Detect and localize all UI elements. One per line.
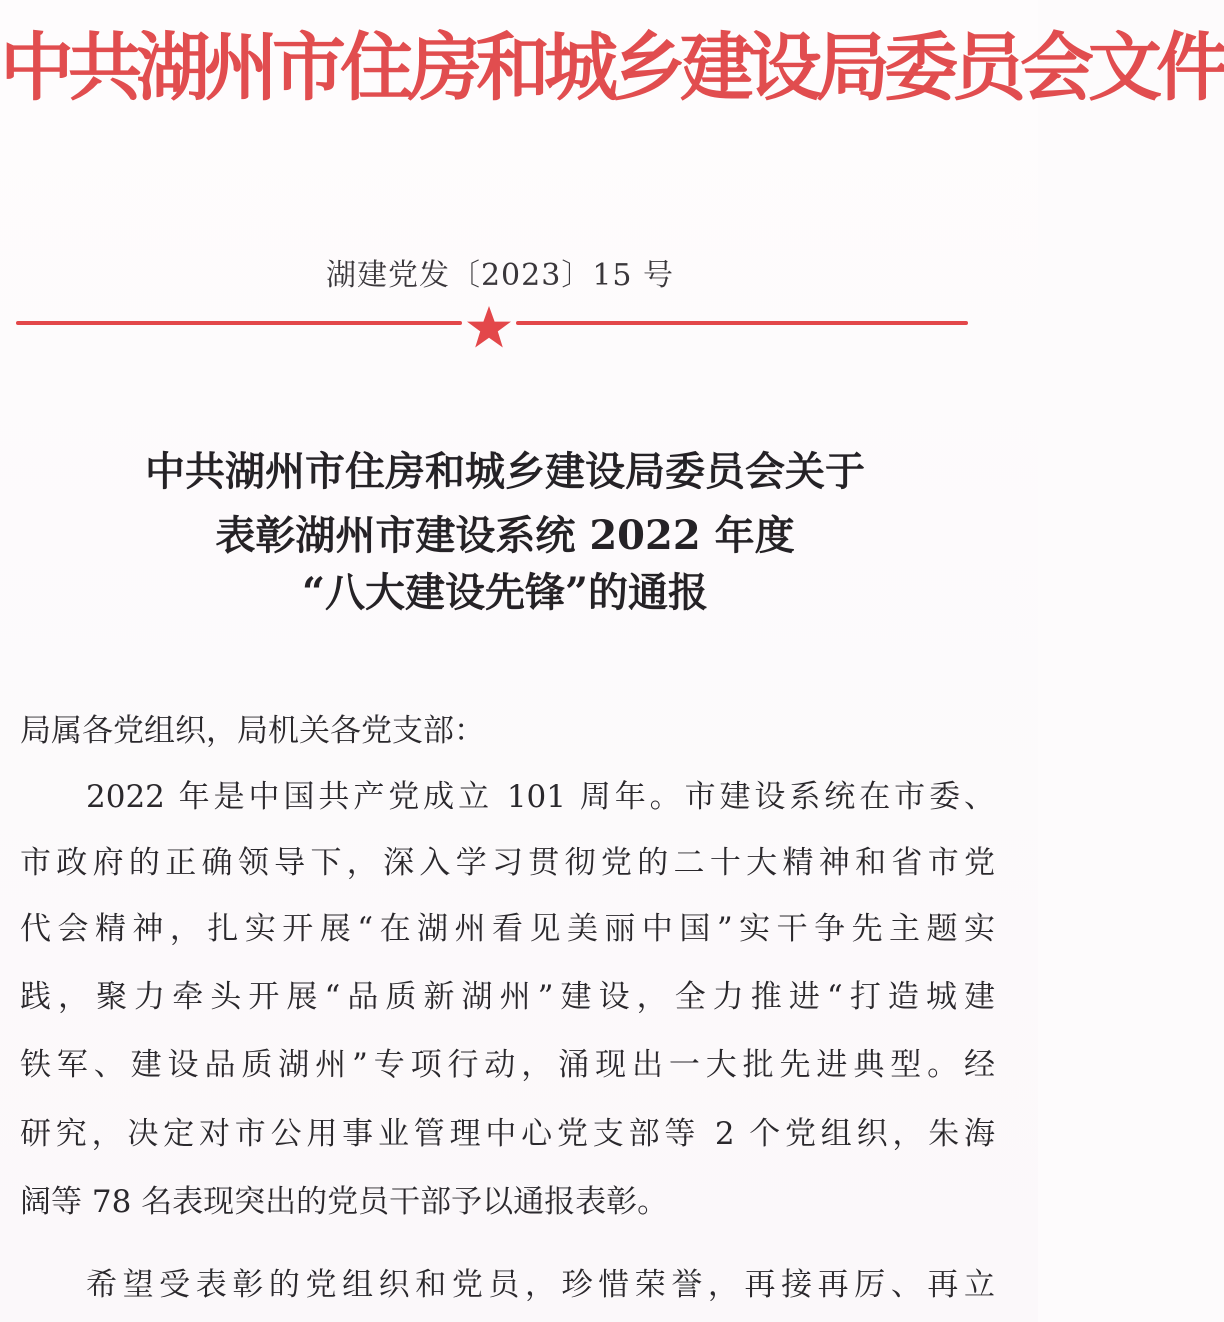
body-paragraph-line: 市政府的正确领导下，深入学习贯彻党的二十大精神和省市党 — [20, 845, 995, 881]
red-rule-left — [16, 321, 462, 325]
star-icon — [466, 304, 512, 350]
body-paragraph-line: 铁军、建设品质湖州”专项行动，涌现出一大批先进典型。经 — [20, 1047, 995, 1083]
salutation: 局属各党组织，局机关各党支部： — [20, 713, 485, 749]
body-paragraph-line: 践，聚力牵头开展“品质新湖州”建设，全力推进“打造城建 — [20, 979, 995, 1015]
document-header-title: 中共湖州市住房和城乡建设局委员会文件 — [0, 25, 1224, 111]
body-paragraph-line: 阔等 78 名表现突出的党员干部予以通报表彰。 — [20, 1184, 669, 1220]
body-paragraph-line: 研究，决定对市公用事业管理中心党支部等 2 个党组织，朱海 — [20, 1116, 995, 1152]
document-number: 湖建党发〔2023〕15 号 — [325, 258, 675, 293]
body-paragraph-line: 代会精神，扎实开展“在湖州看见美丽中国”实干争先主题实 — [20, 911, 995, 947]
body-paragraph-line: 2022 年是中国共产党成立 101 周年。市建设系统在市委、 — [86, 779, 995, 815]
notice-title-line-3: “八大建设先锋”的通报 — [301, 569, 708, 616]
red-rule-right — [516, 321, 968, 325]
body-paragraph-line: 希望受表彰的党组织和党员，珍惜荣誉，再接再厉、再立 — [86, 1267, 995, 1303]
notice-title-line-1: 中共湖州市住房和城乡建设局委员会关于 — [145, 448, 865, 495]
notice-title-line-2: 表彰湖州市建设系统 2022 年度 — [215, 512, 795, 559]
